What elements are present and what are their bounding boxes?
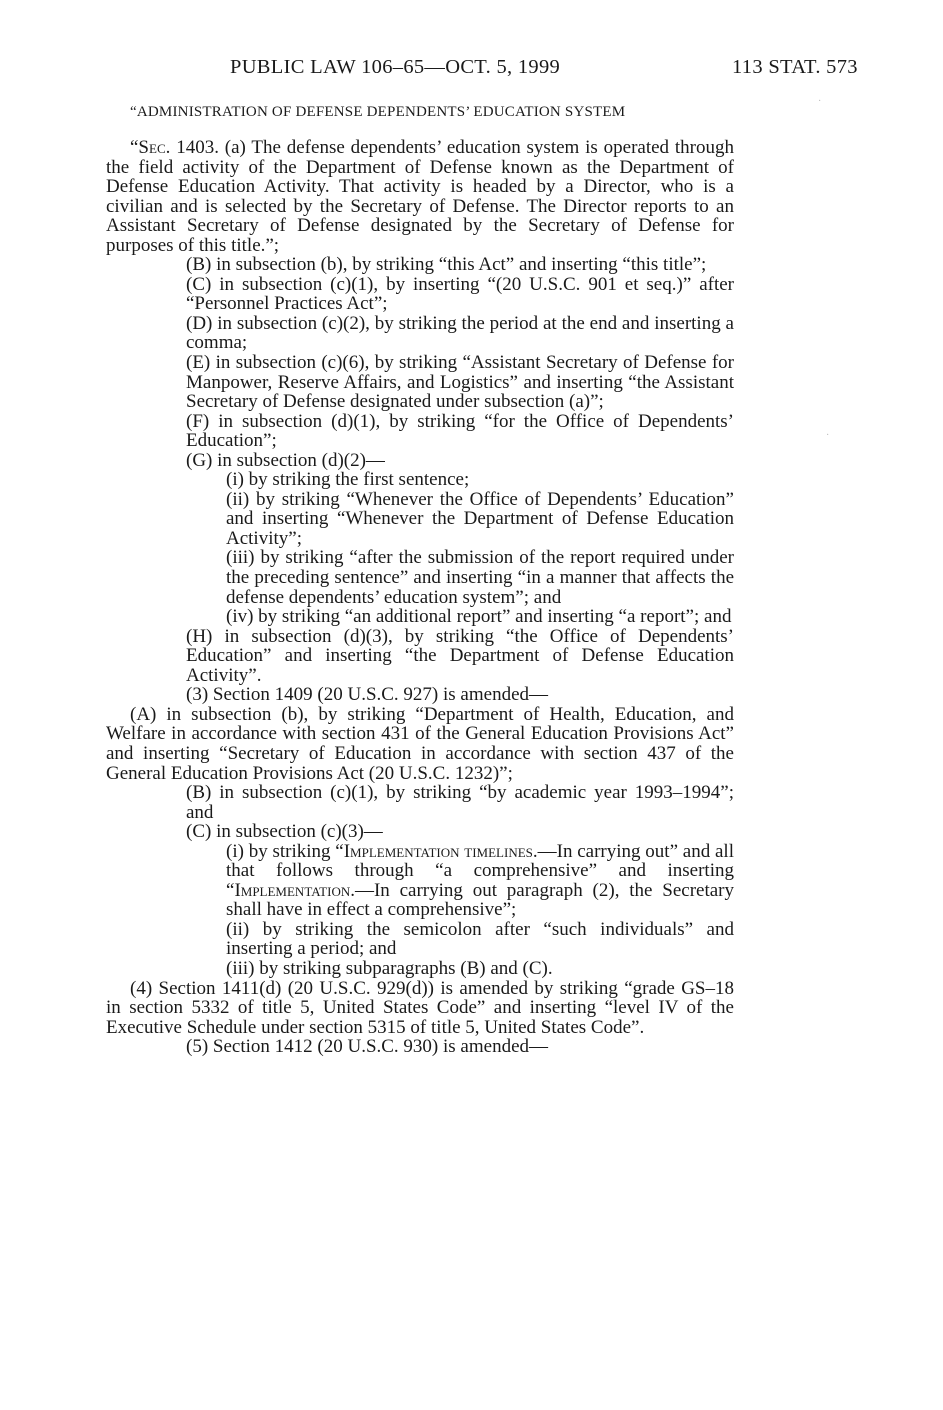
statute-page-number: 113 STAT. 573 <box>732 56 858 78</box>
clause-f: (F) in subsection (d)(1), by striking “for the Office of Dependents’ Education”; <box>186 410 734 452</box>
scan-speck: · <box>818 96 822 107</box>
sec-1403-paragraph: “Sec. 1403. (a) The defense dependents’ education system is operated through the field activity of the Department of Defense known as the Department of Defense Education Activity. That activity is headed by a Director, who is a civilian and is selected by the Secretary of Defense. The Director reports to an Assistant Secretary of Defense designated by the Secretary of Defense for purposes of this title.”; <box>106 137 734 256</box>
scan-speck: · <box>826 430 830 441</box>
paragraph-3-c-iii: (iii) by striking subparagraphs (B) and (C). <box>226 957 553 979</box>
paragraph-3-c-i: (i) by striking “Implementation timelines.—In carrying out” and all that follows through “a comprehensive” and inserting “Implementation.—In carrying out paragraph (2), the Secretary shall have in effect a comprehensive”; <box>226 840 734 921</box>
public-law-citation: PUBLIC LAW 106–65—OCT. 5, 1999 <box>230 56 561 78</box>
clause-g: (G) in subsection (d)(2)— <box>186 449 385 471</box>
clause-g-i: (i) by striking the first sentence; <box>226 469 470 491</box>
paragraph-3-a: (A) in subsection (b), by striking “Department of Health, Education, and Welfare in accordance with section 431 of the General Education Provisions Act” and inserting “Secretary of Education in accordance with section 437 of the General Education Provisions Act (20 U.S.C. 1232)”; <box>106 703 734 784</box>
statute-body <box>106 138 734 1057</box>
clause-b: (B) in subsection (b), by striking “this Act” and inserting “this title”; <box>186 254 707 276</box>
paragraph-5: (5) Section 1412 (20 U.S.C. 930) is amended— <box>186 1036 549 1058</box>
clause-g-iv: (iv) by striking “an additional report” and inserting “a report”; and <box>226 606 732 628</box>
sec-label: “Sec. <box>130 137 171 158</box>
clause-d: (D) in subsection (c)(2), by striking the period at the end and inserting a comma; <box>186 312 734 354</box>
clause-c: (C) in subsection (c)(1), by inserting “(20 U.S.C. 901 et seq.)” after “Personnel Practices Act”; <box>186 273 734 315</box>
paragraph-3-b: (B) in subsection (c)(1), by striking “by academic year 1993–1994”; and <box>186 782 734 823</box>
paragraph-3-c-ii: (ii) by striking the semicolon after “such individuals” and inserting a period; and <box>226 918 734 960</box>
paragraph-3: (3) Section 1409 (20 U.S.C. 927) is amended— <box>186 684 549 706</box>
paragraph-4: (4) Section 1411(d) (20 U.S.C. 929(d)) is amended by striking “grade GS–18 in section 5332 of title 5, United States Code” and inserting “level IV of the Executive Schedule under section 5315 of title 5, United States Code”. <box>106 977 734 1038</box>
clause-h: (H) in subsection (d)(3), by striking “the Office of Dependents’ Education” and inserting “the Department of Defense Education Activity”. <box>186 625 734 686</box>
page-header <box>0 56 943 84</box>
clause-g-ii: (ii) by striking “Whenever the Office of Dependents’ Education” and inserting “Whenever the Department of Defense Education Activity”; <box>226 488 734 549</box>
paragraph-3-c: (C) in subsection (c)(3)— <box>186 821 383 843</box>
section-heading: “ADMINISTRATION OF DEFENSE DEPENDENTS’ EDUCATION SYSTEM <box>130 104 626 120</box>
clause-g-iii: (iii) by striking “after the submission of the report required under the preceding sentence” and inserting “in a manner that affects the defense dependents’ education system”; and <box>226 547 734 608</box>
clause-e: (E) in subsection (c)(6), by striking “Assistant Secretary of Defense for Manpower, Reserve Affairs, and Logistics” and inserting “the Assistant Secretary of Defense designated under subsection (a)”; <box>186 352 734 413</box>
